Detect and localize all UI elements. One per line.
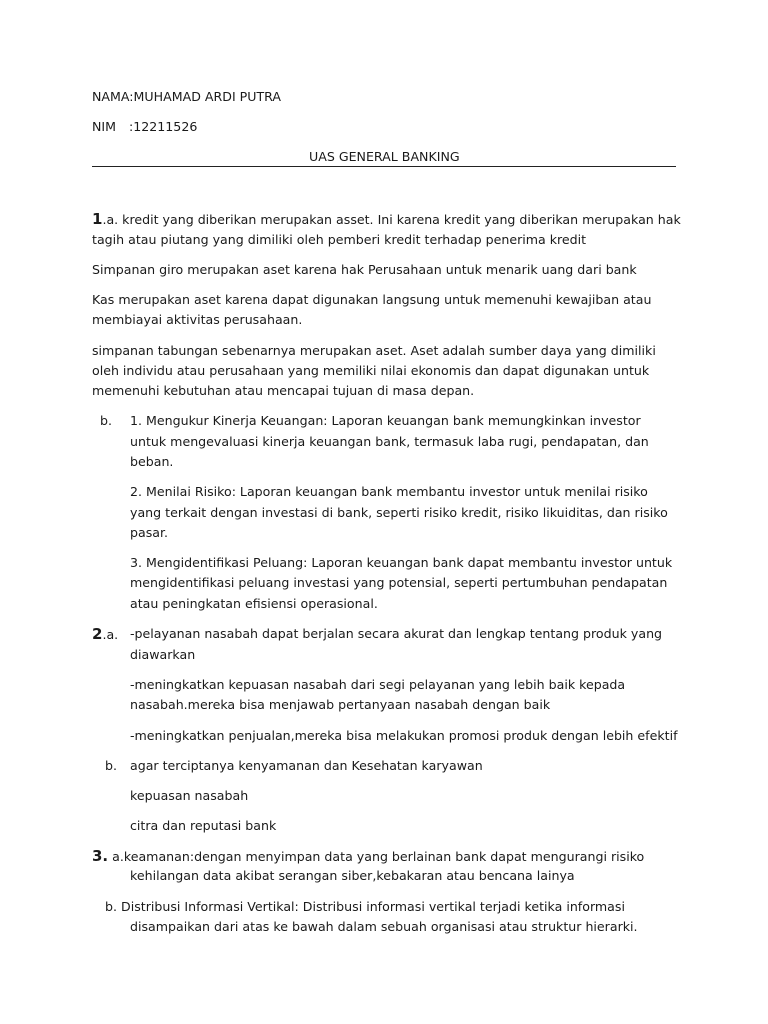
q2-b1: agar terciptanya kenyamanan dan Kesehatan karyawan: [130, 758, 483, 773]
q1-a-line1: [92, 209, 681, 230]
q2-a2-line2: nasabah.mereka bisa menjawab pertanyaan nasabah dengan baik: [130, 697, 551, 712]
q1-b3-line3: atau peningkatan efisiensi operasional.: [130, 596, 378, 611]
q2-b3: citra dan reputasi bank: [130, 818, 277, 833]
title-divider: [92, 166, 676, 167]
q3-number: 3.: [92, 847, 109, 865]
q2-b-label: b.: [105, 758, 117, 773]
q1-b3-line1: 3. Mengidentifikasi Peluang: Laporan keuangan bank dapat membantu investor untuk: [130, 555, 673, 570]
q2-a2-line1: -meningkatkan kepuasan nasabah dari segi pelayanan yang lebih baik kepada: [130, 677, 626, 692]
nim-value: :12211526: [129, 119, 198, 134]
q2-a-label: [92, 624, 118, 645]
q3-a-line1: [92, 846, 644, 867]
q1-giro-paragraph: Simpanan giro merupakan aset karena hak Perusahaan untuk menarik uang dari bank: [92, 262, 637, 277]
q3-a-text: a.keamanan:dengan menyimpan data yang berlainan bank dapat mengurangi risiko: [108, 849, 645, 864]
q1-tabungan-line2: oleh individu atau perusahaan yang memiliki nilai ekonomis dan dapat digunakan untuk: [92, 363, 650, 378]
nim-label: NIM: [92, 119, 117, 134]
q2-a1-line2: diawarkan: [130, 647, 196, 662]
q1-number: 1: [92, 210, 103, 228]
q1-b2-line3: pasar.: [130, 525, 169, 540]
q2-b2: kepuasan nasabah: [130, 788, 249, 803]
q1-a-line2: tagih atau piutang yang dimiliki oleh pemberi kredit terhadap penerima kredit: [92, 232, 587, 247]
q1-b1-line3: beban.: [130, 454, 174, 469]
q1-b1-line2: untuk mengevaluasi kinerja keuangan bank, termasuk laba rugi, pendapatan, dan: [130, 434, 649, 449]
q1-kas-line1: Kas merupakan aset karena dapat digunakan langsung untuk memenuhi kewajiban atau: [92, 292, 652, 307]
q2-a1-line1: -pelayanan nasabah dapat berjalan secara akurat dan lengkap tentang produk yang: [130, 626, 663, 641]
q3-b-line1: b. Distribusi Informasi Vertikal: Distribusi informasi vertikal terjadi ketika informasi: [105, 899, 625, 914]
student-name: NAMA:MUHAMAD ARDI PUTRA: [92, 89, 282, 104]
q1-b1-line1: 1. Mengukur Kinerja Keuangan: Laporan keuangan bank memungkinkan investor: [130, 413, 641, 428]
q3-a-line2: kehilangan data akibat serangan siber,kebakaran atau bencana lainya: [130, 868, 575, 883]
q2-number: 2: [92, 625, 103, 643]
document-title: UAS GENERAL BANKING: [309, 149, 460, 164]
q3-b-line2: disampaikan dari atas ke bawah dalam sebuah organisasi atau struktur hierarki.: [130, 919, 638, 934]
q1-kas-line2: membiayai aktivitas perusahaan.: [92, 312, 303, 327]
q1-tabungan-line3: memenuhi kebutuhan atau mencapai tujuan di masa depan.: [92, 383, 475, 398]
q1-b3-line2: mengidentifikasi peluang investasi yang potensial, seperti pertumbuhan pendapatan: [130, 575, 668, 590]
q2-a3-line1: -meningkatkan penjualan,mereka bisa melakukan promosi produk dengan lebih efektif: [130, 728, 678, 743]
q1-b-label: b.: [100, 413, 112, 428]
q2-a-label-text: .a.: [102, 627, 119, 642]
q1-a-text: .a. kredit yang diberikan merupakan asset. Ini karena kredit yang diberikan merupakan hak: [102, 212, 681, 227]
q1-b2-line1: 2. Menilai Risiko: Laporan keuangan bank membantu investor untuk menilai risiko: [130, 484, 648, 499]
q1-tabungan-line1: simpanan tabungan sebenarnya merupakan aset. Aset adalah sumber daya yang dimiliki: [92, 343, 656, 358]
q1-b2-line2: yang terkait dengan investasi di bank, seperti risiko kredit, risiko likuiditas, dan risiko: [130, 505, 668, 520]
